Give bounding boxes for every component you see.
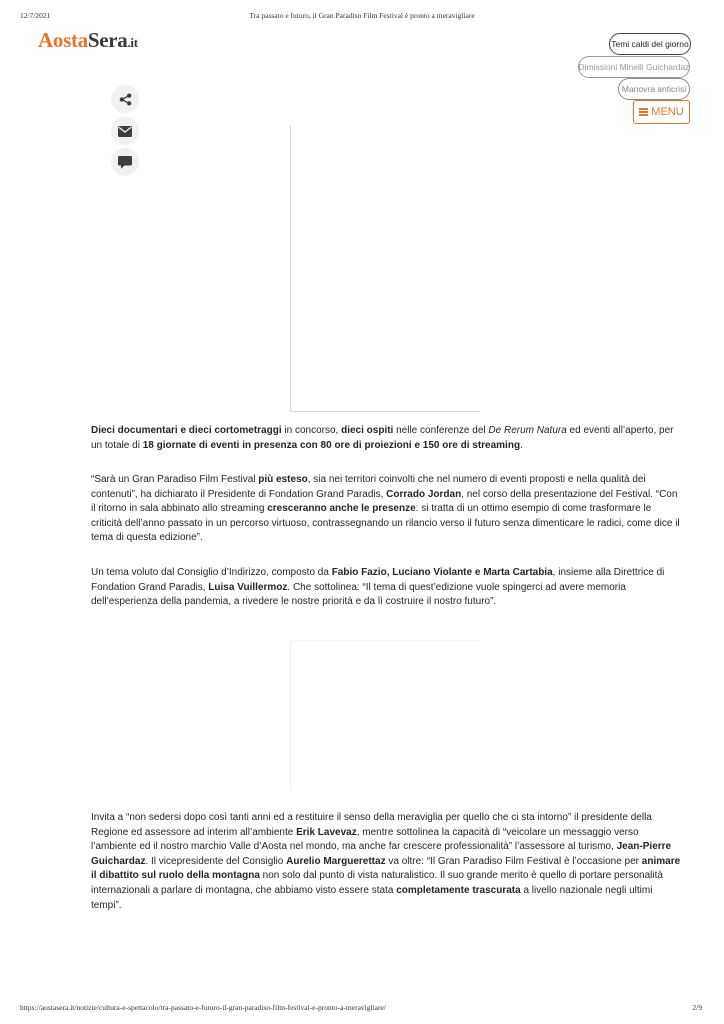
email-button[interactable] [111, 117, 139, 145]
print-page-number: 2/9 [692, 1003, 702, 1012]
hamburger-icon [639, 106, 648, 117]
share-icon [119, 93, 132, 106]
print-url: https://aostasera.it/notizie/cultura-e-spettacolo/tra-passato-e-futuro-il-gran-paradiso-film-festival-e-pronto-a-meravigliare/ [20, 1003, 386, 1012]
logo-part-domain: .it [127, 35, 138, 50]
comment-button[interactable] [111, 148, 139, 176]
logo-part-sera: Sera [87, 28, 128, 52]
menu-label: MENU [651, 106, 684, 118]
pill-manovra[interactable]: Manovra anticrisi [618, 78, 690, 100]
comment-icon [118, 156, 132, 169]
logo-part-aosta: Aosta [38, 28, 88, 52]
article-paragraph-2: “Sarà un Gran Paradiso Film Festival più esteso, sia nei territori coinvolti che nel numero di eventi proposti e nella qualità dei contenuti”, ha dichiarato il Presidente di Fondation Grand Paradis, Corrado Jordan, nel corso della presentazione del Festival. “Con il ritorno in sala abbinato allo streaming cresceranno anche le presenze: si tratta di un ottimo esempio di come trasformare le criticità dell’anno passato in un percorso virtuoso, contrassegnando un rilancio verso il futuro senza dimenticare le radici, come dice il tema di questa edizione”. [91, 474, 680, 544]
pill-temi-caldi[interactable]: Temi caldi del giorno [609, 33, 691, 55]
site-logo[interactable] [38, 30, 138, 51]
embedded-media-frame [290, 126, 480, 412]
print-title: Tra passato e futuro, il Gran Paradiso Film Festival è pronto a meravigliare [249, 11, 475, 20]
share-button[interactable] [111, 85, 139, 113]
menu-button[interactable] [633, 100, 690, 124]
article-paragraph-4: Invita a “non sedersi dopo così tanti anni ed a restituire il senso della meraviglia per quello che ci sta intorno” il presidente della Regione ed assessore ad interim all’ambiente Erik Lavevaz, mentre sottolinea la capacità di “veicolare un messaggio verso l’ambiente ed il nostro marchio Valle d’Aosta nel mondo, ma anche far crescere professionalità” l’assessore al turismo, Jean-Pierre Guichardaz. Il vicepresidente del Consiglio Aurelio Marguerettaz va oltre: “Il Gran Paradiso Film Festival è l’occasione per animare il dibattito sul ruolo della montagna non solo dal punto di vista naturalistico. Il suo grande merito è quello di portare personalità internazionali a parlare di montagna, che abbiamo visto essere stata completamente trascurata a livello nazionale negli ultimi tempi”. [91, 812, 681, 911]
email-icon [118, 126, 132, 137]
article-paragraph-3: Un tema voluto dal Consiglio d’Indirizzo, composto da Fabio Fazio, Luciano Violante e Marta Cartabia, insieme alla Direttrice di Fondation Grand Paradis, Luisa Vuillermoz. Che sottolinea: “Il tema di quest’edizione vuole spingerci ad avere memoria dell’esperienza della pandemia, a rivedere le nostre priorità e da lì costruire il nostro futuro”. [91, 567, 665, 608]
pill-dimissioni[interactable]: Dimissioni Minelli Guichardaz [578, 56, 690, 78]
article-paragraph-1: Dieci documentari e dieci cortometraggi in concorso, dieci ospiti nelle conferenze del De Rerum Natura ed eventi all’aperto, per un totale di 18 giornate di eventi in presenza con 80 ore di proiezioni e 150 ore di streaming. [91, 425, 674, 451]
ad-placeholder [290, 640, 478, 790]
print-date: 12/7/2021 [20, 11, 51, 20]
